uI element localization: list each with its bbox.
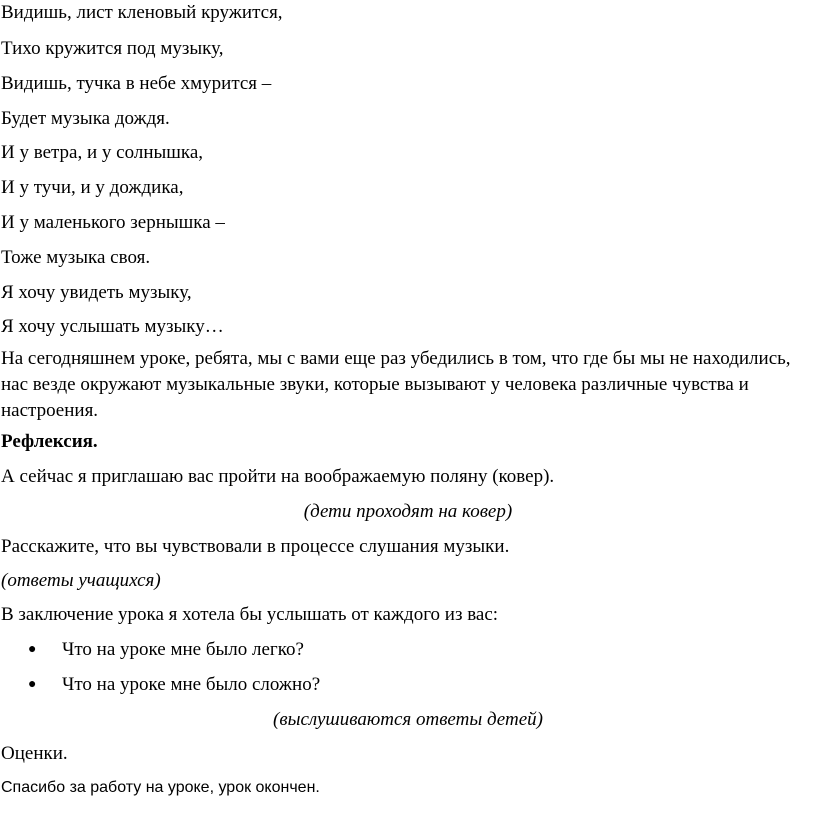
question-feelings: Расскажите, что вы чувствовали в процессе слушания музыки. xyxy=(1,536,510,557)
closing-text: Спасибо за работу на уроке, урок окончен. xyxy=(1,779,320,796)
list-item-text: Что на уроке мне было сложно? xyxy=(62,674,321,695)
poem-line: И у тучи, и у дождика, xyxy=(1,177,184,198)
bullet-icon: ● xyxy=(28,677,37,692)
bullet-icon: ● xyxy=(28,642,37,657)
conclusion-intro: В заключение урока я хотела бы услышать от каждого из вас: xyxy=(1,604,499,625)
students-answers-note: (ответы учащихся) xyxy=(1,570,161,591)
poem-line: Видишь, тучка в небе хмурится – xyxy=(1,73,272,94)
list-item-text: Что на уроке мне было легко? xyxy=(62,639,304,660)
list-item xyxy=(28,639,304,661)
poem-line: Я хочу увидеть музыку, xyxy=(1,282,192,303)
poem-line: Будет музыка дождя. xyxy=(1,108,170,129)
summary-paragraph: На сегодняшнем уроке, ребята, мы с вами еще раз убедились в том, что где бы мы не находились, нас везде окружают музыкальные звуки, которые вызывают у человека различные чувства и настроения. xyxy=(1,348,791,421)
poem-line: Видишь, лист кленовый кружится, xyxy=(1,2,283,23)
grades-text: Оценки. xyxy=(1,743,68,764)
poem-line: И у ветра, и у солнышка, xyxy=(1,142,204,163)
poem-line: Тоже музыка своя. xyxy=(1,247,151,268)
listening-note: (выслушиваются ответы детей) xyxy=(273,709,543,730)
list-item xyxy=(28,674,320,696)
poem-line: Тихо кружится под музыку, xyxy=(1,38,224,59)
poem-line: И у маленького зернышка – xyxy=(1,212,225,233)
reflection-heading: Рефлексия. xyxy=(1,431,98,452)
stage-note-children: (дети проходят на ковер) xyxy=(303,501,513,522)
invite-text: А сейчас я приглашаю вас пройти на воображаемую поляну (ковер). xyxy=(1,466,555,487)
poem-line: Я хочу услышать музыку… xyxy=(1,316,224,337)
